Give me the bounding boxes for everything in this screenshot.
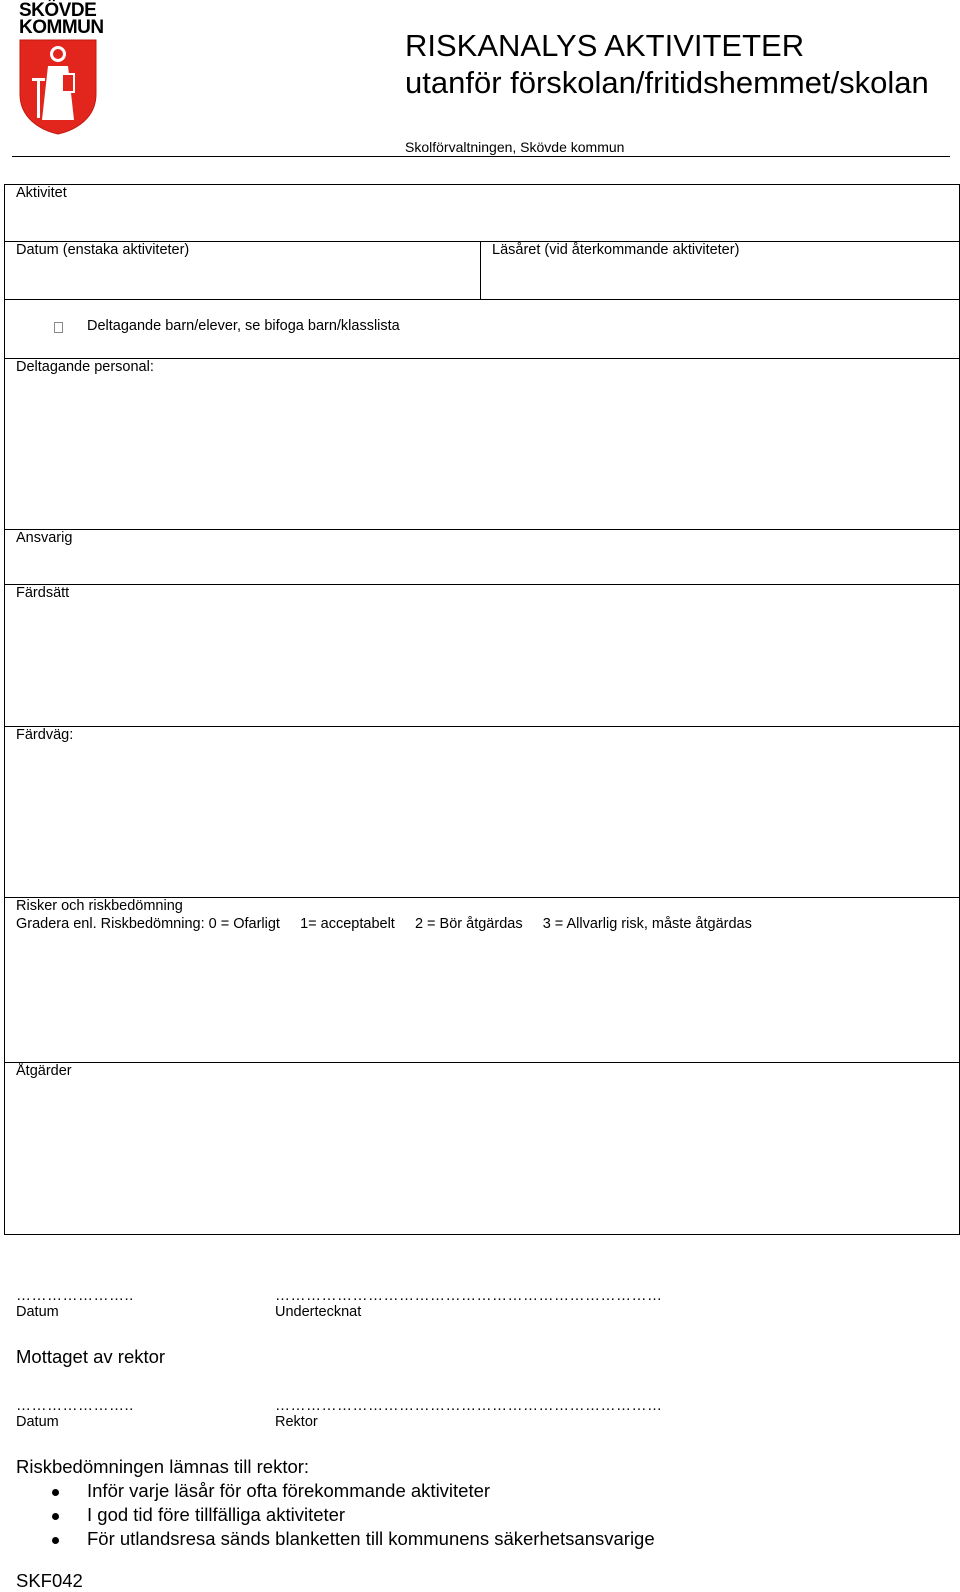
label-aktivitet: Aktivitet: [16, 185, 67, 201]
list-item-text: I god tid före tillfälliga aktiviteter: [87, 1504, 346, 1525]
risk-analysis-form: [4, 184, 960, 1235]
attach-list-checkbox[interactable]: [54, 322, 63, 333]
list-item-text: För utlandsresa sänds blanketten till kommunens säkerhetsansvarige: [87, 1528, 655, 1549]
header-divider: [12, 156, 950, 157]
divider: [5, 299, 960, 300]
instructions-heading: Riskbedömningen lämnas till rektor:: [16, 1456, 310, 1477]
list-item-text: Inför varje läsår för ofta förekommande aktiviteter: [87, 1480, 491, 1501]
logo-text-line2: KOMMUN: [19, 17, 104, 38]
date-line-2: …………………..: [16, 1397, 134, 1414]
column-divider: [480, 241, 481, 299]
coat-of-arms-icon: [18, 38, 98, 136]
department-name: Skolförvaltningen, Skövde kommun: [405, 139, 625, 155]
label-rektor: Rektor: [275, 1414, 318, 1430]
label-riskbedomning-scale: Gradera enl. Riskbedömning: 0 = Ofarligt 1= acceptabelt 2 = Bör åtgärdas 3 = Allvarlig risk, måste åtgärdas: [16, 916, 752, 932]
form-code: SKF042: [16, 1570, 83, 1591]
label-atgarder: Åtgärder: [16, 1063, 72, 1079]
signature-line: …………………………………………………………………: [275, 1287, 663, 1304]
label-datum-enstaka: Datum (enstaka aktiviteter): [16, 242, 190, 258]
label-lasaret: Läsåret (vid återkommande aktiviteter): [492, 242, 740, 258]
bullet-icon: [52, 1489, 59, 1496]
divider: [5, 584, 960, 585]
label-risker: Risker och riskbedömning: [16, 898, 183, 914]
divider: [5, 529, 960, 530]
document-title: RISKANALYS AKTIVITETER: [405, 28, 805, 63]
label-fardvag: Färdväg:: [16, 727, 74, 743]
rektor-signature-line: …………………………………………………………………: [275, 1397, 663, 1414]
label-undertecknat: Undertecknat: [275, 1304, 362, 1320]
skovde-kommun-logo: [14, 0, 104, 136]
label-ansvarig: Ansvarig: [16, 530, 73, 546]
date-line-1: …………………..: [16, 1287, 134, 1304]
divider: [5, 1062, 960, 1063]
divider: [5, 726, 960, 727]
logo-text-line1: SKÖVDE: [19, 0, 97, 21]
bullet-icon: [52, 1537, 59, 1544]
bullet-icon: [52, 1513, 59, 1520]
document-subtitle-heading: utanför förskolan/fritidshemmet/skolan: [405, 65, 929, 100]
label-deltagande-barn: Deltagande barn/elever, se bifoga barn/klasslista: [87, 318, 400, 334]
label-datum-2: Datum: [16, 1414, 59, 1430]
label-mottaget-av-rektor: Mottaget av rektor: [16, 1346, 166, 1367]
label-datum-1: Datum: [16, 1304, 59, 1320]
label-fardsatt: Färdsätt: [16, 585, 70, 601]
label-deltagande-personal: Deltagande personal:: [16, 359, 154, 375]
